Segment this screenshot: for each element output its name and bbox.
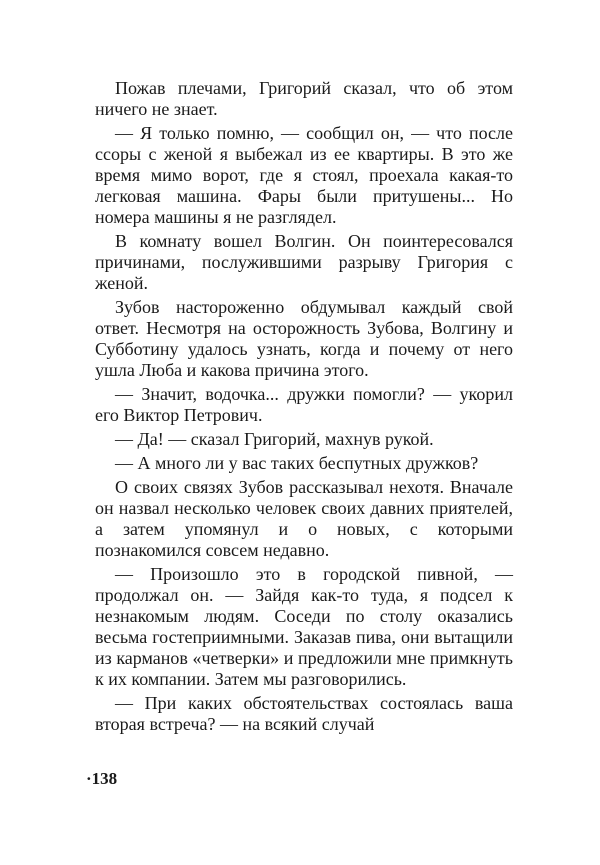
paragraph: — Я только помню, — сообщил он, — что после ссоры с женой я выбежал из ее квартиры. В это же время мимо ворот, где я стоял, проехала какая-то легковая машина. Фары были притушены... Но номера машины я не разглядел.	[95, 123, 513, 227]
paragraph: Пожав плечами, Григорий сказал, что об этом ничего не знает.	[95, 78, 513, 119]
body-text	[95, 78, 513, 738]
paragraph: — При каких обстоятельствах состоялась ваша вторая встреча? — на всякий случай	[95, 693, 513, 734]
paragraph: — Да! — сказал Григорий, махнув рукой.	[115, 429, 434, 449]
paragraph: В комнату вошел Волгин. Он поинтересовался причинами, послужившими разрыву Григория с женой.	[95, 231, 513, 293]
paragraph: — Произошло это в городской пивной, — продолжал он. — Зайдя как-то туда, я подсел к незнакомым людям. Соседи по столу оказались весьма гостеприимными. Заказав пива, они вытащили из карманов «четверки» и предложили мне примкнуть к их компании. Затем мы разговорились.	[95, 564, 513, 689]
page-number: ·138	[86, 769, 118, 788]
paragraph: О своих связях Зубов рассказывал нехотя. Вначале он назвал несколько человек своих давних приятелей, а затем упомянул и о новых, с которыми познакомился совсем недавно.	[95, 477, 513, 560]
paragraph: — А много ли у вас таких беспутных дружков?	[115, 453, 479, 473]
paragraph: — Значит, водочка... дружки помогли? — укорил его Виктор Петрович.	[95, 384, 513, 425]
paragraph: Зубов настороженно обдумывал каждый свой ответ. Несмотря на осторожность Зубова, Волгину и Субботину удалось узнать, когда и почему от него ушла Люба и какова причина этого.	[95, 297, 513, 380]
